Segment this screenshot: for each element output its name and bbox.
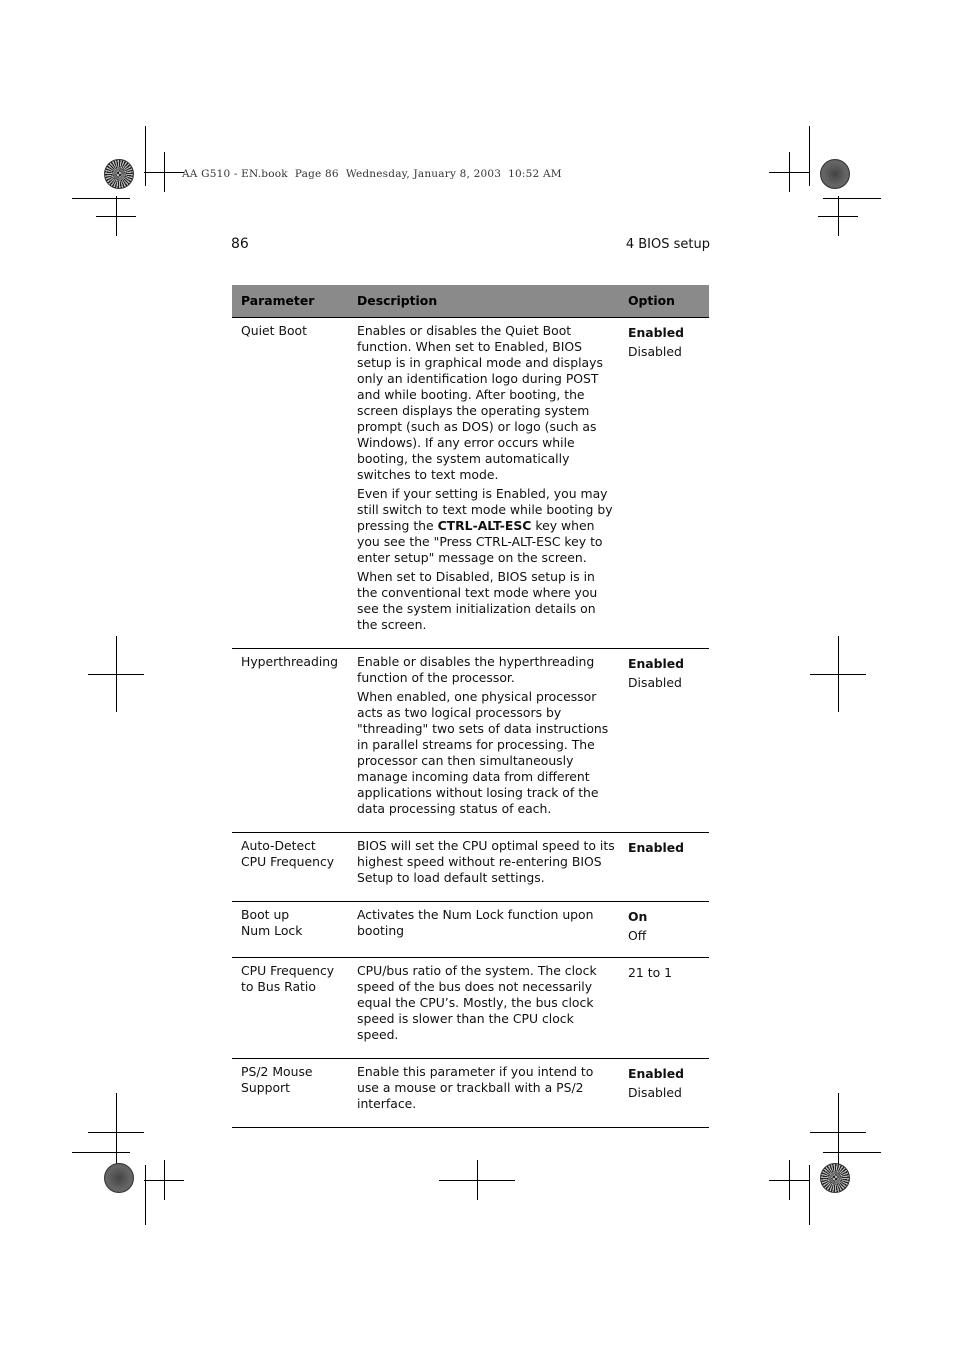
column-header-parameter: Parameter — [232, 285, 348, 318]
option-cell — [624, 318, 709, 649]
description-paragraph: CPU/bus ratio of the system. The clock speed of the bus does not necessarily equal the CPU’s. Mostly, the bus clock speed is slower than the CPU clock speed. — [357, 963, 597, 1042]
description-cell — [348, 318, 624, 649]
description-text: key when you see the "Press CTRL-ALT-ESC key to enter setup" message on the screen. — [357, 518, 603, 565]
description-paragraph: Enable or disables the hyperthreading function of the processor. — [357, 654, 595, 685]
description-paragraph: Enables or disables the Quiet Boot function. When set to Enabled, BIOS setup is in graphical mode and displays only an identification logo during POST and while booting. After booting, the screen displays the operating system prompt (such as DOS) or logo (such as Windows). If any error occurs while booting, the system automatically switches to text mode. — [357, 323, 603, 482]
option-value: Disabled — [628, 1085, 682, 1100]
registration-target-icon — [104, 1163, 134, 1193]
parameter-cell — [232, 1059, 348, 1128]
description-cell — [348, 649, 624, 833]
option-cell — [624, 649, 709, 833]
key-combination: CTRL-ALT-ESC — [437, 518, 532, 533]
option-cell — [624, 833, 709, 902]
option-default: On — [628, 909, 648, 924]
parameter-cell — [232, 318, 348, 649]
option-cell — [624, 958, 709, 1059]
column-header-description: Description — [348, 285, 624, 318]
description-paragraph: Enable this parameter if you intend to use a mouse or trackball with a PS/2 interface. — [357, 1064, 594, 1111]
description-cell — [348, 833, 624, 902]
parameter-cell — [232, 649, 348, 833]
table-row — [232, 833, 709, 902]
table-row — [232, 902, 709, 958]
option-value: Disabled — [628, 675, 682, 690]
table-row — [232, 318, 709, 649]
option-default: Enabled — [628, 1066, 685, 1081]
registration-target-icon — [820, 1163, 850, 1193]
page-number: 86 — [231, 236, 249, 252]
parameter-name: Boot up — [241, 907, 290, 922]
description-paragraph: Activates the Num Lock function upon booting — [357, 907, 594, 938]
table-row — [232, 649, 709, 833]
parameter-cell — [232, 902, 348, 958]
parameter-name: PS/2 Mouse — [241, 1064, 313, 1079]
table-header-row — [232, 285, 709, 318]
description-paragraph: When set to Disabled, BIOS setup is in the conventional text mode where you see the system initialization details on the screen. — [357, 569, 598, 632]
parameter-name: Hyperthreading — [241, 654, 339, 669]
option-cell — [624, 1059, 709, 1128]
parameter-name: Quiet Boot — [241, 323, 307, 338]
registration-target-icon — [104, 159, 134, 189]
running-head: 4 BIOS setup — [625, 237, 710, 252]
parameter-cell — [232, 958, 348, 1059]
option-value: Off — [628, 928, 647, 943]
option-default: Enabled — [628, 840, 685, 855]
registration-target-icon — [820, 159, 850, 189]
option-value: 21 to 1 — [628, 965, 672, 980]
option-cell — [624, 902, 709, 958]
description-paragraph: BIOS will set the CPU optimal speed to its highest speed without re-entering BIOS Setup to load default settings. — [357, 838, 615, 885]
option-value: Disabled — [628, 344, 682, 359]
bios-parameters-table — [232, 285, 709, 1128]
column-header-option: Option — [624, 285, 709, 318]
description-cell — [348, 1059, 624, 1128]
parameter-cell — [232, 833, 348, 902]
parameter-name: Auto-Detect — [241, 838, 316, 853]
description-cell — [348, 902, 624, 958]
parameter-name: CPU Frequency — [241, 854, 335, 869]
description-paragraph: When enabled, one physical processor acts as two logical processors by "threading" two sets of data instructions in parallel streams for processing. The processor can then simultaneously manage incoming data from different applications without losing track of the data processing status of each. — [357, 689, 609, 816]
print-slug: AA G510 - EN.book Page 86 Wednesday, January 8, 2003 10:52 AM — [182, 168, 562, 180]
table-row — [232, 1059, 709, 1128]
description-paragraph — [357, 486, 616, 566]
parameter-name: to Bus Ratio — [241, 979, 316, 994]
parameter-name: CPU Frequency — [241, 963, 335, 978]
parameter-name: Num Lock — [241, 923, 303, 938]
option-default: Enabled — [628, 656, 685, 671]
table-row — [232, 958, 709, 1059]
option-default: Enabled — [628, 325, 685, 340]
parameter-name: Support — [241, 1080, 290, 1095]
description-text: Even if your setting is Enabled, you may still switch to text mode while booting by pressing the — [357, 486, 613, 533]
description-cell — [348, 958, 624, 1059]
